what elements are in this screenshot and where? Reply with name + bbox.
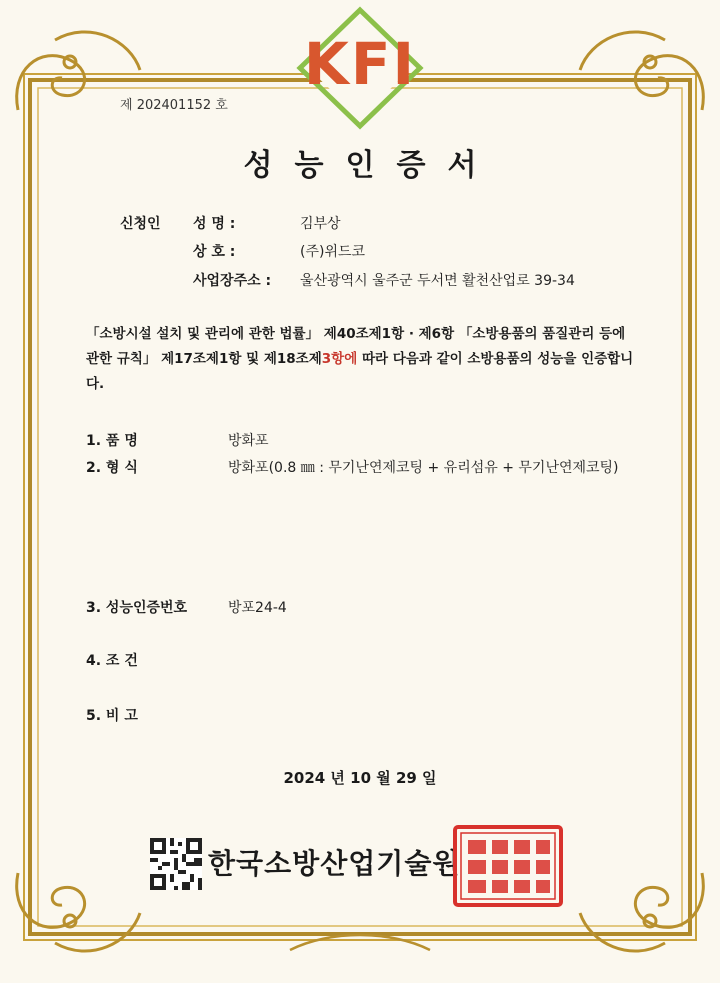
qr-code — [150, 838, 202, 890]
name-label: 성 명 : — [193, 216, 236, 232]
official-seal — [452, 824, 564, 908]
item-label-condition: 4. 조 건 — [86, 653, 138, 669]
item-label-cert-number: 3. 성능인증번호 — [86, 600, 188, 616]
address-label: 사업장주소 : — [193, 273, 272, 289]
name-value: 김부상 — [300, 216, 341, 232]
item-label-remarks: 5. 비 고 — [86, 708, 138, 724]
corner-ornament-top-right — [580, 32, 703, 110]
item-value-product: 방화포 — [228, 433, 269, 449]
statement-part-1: 「소방시설 설치 및 관리에 관한 법률」 제40조제1항 · 제6항 「소방용품의 품질관리 등에 관한 규칙」 제17조제1항 및 제18조제 — [86, 326, 626, 367]
statement-part-2: 3항에 — [321, 351, 358, 367]
certificate-serial: 제 202401152 호 — [120, 98, 228, 113]
item-value-type: 방화포(0.8 ㎜ : 무기난연제코팅 + 유리섬유 + 무기난연제코팅) — [228, 460, 619, 476]
certification-statement — [86, 322, 642, 397]
page-title: 성능인증서 — [243, 148, 499, 183]
applicant-section-label: 신청인 — [120, 216, 161, 232]
item-label-product: 1. 품 명 — [86, 433, 138, 449]
item-value-cert-number: 방포24-4 — [228, 600, 287, 616]
address-value: 울산광역시 울주군 두서면 활천산업로 39-34 — [300, 273, 575, 289]
company-value: (주)위드코 — [300, 244, 366, 260]
logo-text: KFI — [303, 30, 417, 98]
statement-part-3: 따라 다음과 같이 소방용품의 성능을 인증합니다. — [86, 351, 634, 392]
issue-date: 2024 년 10 월 29 일 — [283, 769, 437, 787]
item-label-type: 2. 형 식 — [86, 460, 138, 476]
company-label: 상 호 : — [193, 244, 236, 260]
issuing-institute-name: 한국소방산업기술원 — [208, 847, 461, 880]
